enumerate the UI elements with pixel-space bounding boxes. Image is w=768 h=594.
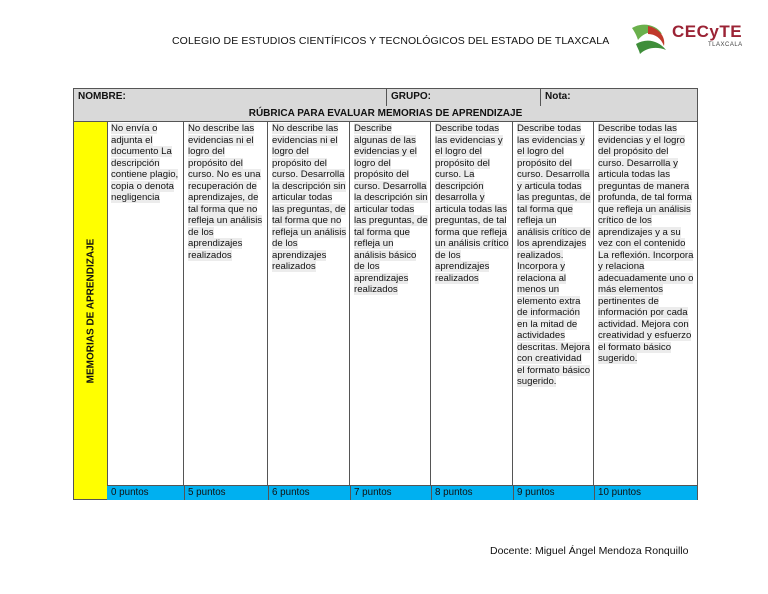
- divider: [350, 486, 351, 500]
- level-cell-4: [431, 122, 513, 485]
- level-text: No describe las evidencias ni el logro del propósito del curso. No es una recuperación de aprendizajes, de tal forma que no refleja un análisis de los aprendizajes realizados: [188, 123, 263, 261]
- level-text: Describe todas las evidencias y el logro del propósito del curso. Desarrolla y articula todas las preguntas, de tal forma que refleja un análisis crítico de los aprendizajes realizados. Incorpora y relaciona al menos un elemento extra de información en la mitad de actividades descritas. Mejora con creatividad el formato básico sugerido.: [517, 123, 591, 387]
- level-text: Describe algunas de las evidencias y el logro del propósito del curso. Desarrolla la descripción sin articular todas las preguntas, de tal forma que refleja un análisis básico de los aprendizajes realizados: [354, 123, 428, 295]
- divider: [594, 486, 595, 500]
- divider: [184, 486, 185, 500]
- side-label-cell: [74, 122, 108, 499]
- level-cell-1: [184, 122, 268, 485]
- divider: [540, 89, 541, 106]
- points-label: 9 puntos: [517, 487, 555, 498]
- level-text: Describe todas las evidencias y el logro del propósito del curso. La descripción desarrolla y articula todas las preguntas, de tal forma que refleja un análisis crítico de los aprendizajes realizados: [435, 123, 509, 284]
- school-title: COLEGIO DE ESTUDIOS CIENTÍFICOS Y TECNOLÓGICOS DEL ESTADO DE TLAXCALA: [172, 35, 610, 47]
- points-label: 0 puntos: [111, 487, 149, 498]
- side-label: MEMORIAS DE APRENDIZAJE: [85, 238, 96, 383]
- level-text: No envía o adjunta el documento La descripción contiene plagio, copia o denota negligencia: [111, 123, 179, 203]
- nota-label: Nota:: [545, 91, 571, 102]
- level-cell-5: [513, 122, 594, 485]
- divider: [268, 486, 269, 500]
- divider: [386, 89, 387, 106]
- divider: [431, 486, 432, 500]
- logo-subtext: TLAXCALA: [708, 42, 743, 48]
- logo-swirl-icon: [628, 20, 672, 56]
- docente-signature: Docente: Miguel Ángel Mendoza Ronquillo: [490, 545, 689, 557]
- level-cell-6: [594, 122, 697, 485]
- student-info-row: [74, 89, 697, 107]
- level-text: No describe las evidencias ni el logro del propósito del curso. Desarrolla la descripción sin articular todas las preguntas, de tal forma que no refleja un análisis de los aprendizajes realizados: [272, 123, 347, 272]
- divider: [513, 486, 514, 500]
- level-text: Describe todas las evidencias y el logro del propósito del curso. Desarrolla y articula todas las preguntas de manera profunda, de tal forma que refleja un análisis crítico de los aprendizajes y a su vez con el contenido La reflexión. Incorpora y relaciona adecuadamente uno o más elementos pertinentes de información por cada actividad. Mejora con creatividad y esfuerzo el formato básico sugerido.: [598, 123, 694, 364]
- rubric-title: RÚBRICA PARA EVALUAR MEMORIAS DE APRENDIZAJE: [74, 106, 697, 122]
- cecyte-logo: [628, 20, 746, 56]
- points-label: 5 puntos: [188, 487, 226, 498]
- level-cell-0: [107, 122, 184, 485]
- points-label: 6 puntos: [272, 487, 310, 498]
- points-label: 7 puntos: [354, 487, 392, 498]
- points-label: 8 puntos: [435, 487, 473, 498]
- rubric-table: [73, 88, 698, 500]
- nombre-label: NOMBRE:: [78, 91, 126, 102]
- points-row: [107, 485, 697, 500]
- logo-text: CECyTE: [672, 22, 743, 41]
- grupo-label: GRUPO:: [391, 91, 431, 102]
- level-cell-2: [268, 122, 350, 485]
- points-label: 10 puntos: [598, 487, 642, 498]
- level-cell-3: [350, 122, 431, 485]
